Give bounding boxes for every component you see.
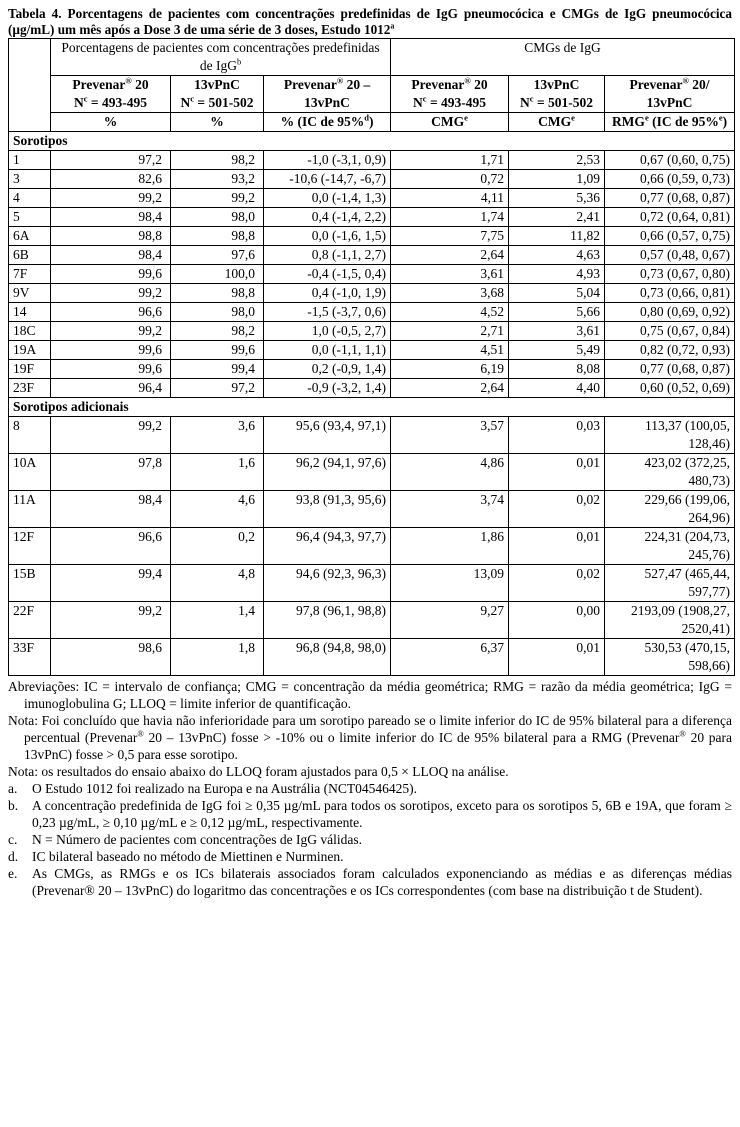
value-cell: 97,2 xyxy=(171,379,264,398)
serotype-cell: 33F xyxy=(9,639,51,676)
value-cell: 99,6 xyxy=(51,360,171,379)
section-row xyxy=(9,132,735,151)
nota1-a: Nota: Foi concluído que havia não inferioridade para um sorotipo pareado se o limite inferior do IC de 95% bilateral para a diferença percentual (Prevenar xyxy=(8,713,732,745)
table-row xyxy=(9,189,735,208)
unit-1: % xyxy=(51,113,171,132)
table-row xyxy=(9,379,735,398)
footnote-key: c. xyxy=(8,832,18,847)
abbreviations-note: Abreviações: IC = intervalo de confiança; CMG = concentração da média geométrica; RMG = razão da média geométrica; IgG = imunoglobulina G; LLOQ = limite inferior de quantificação. xyxy=(8,679,732,711)
header-empty-2 xyxy=(9,76,51,113)
serotype-cell: 15B xyxy=(9,565,51,602)
serotype-cell: 11A xyxy=(9,491,51,528)
c2-nval: = 501-502 xyxy=(194,95,254,110)
serotype-cell: 7F xyxy=(9,265,51,284)
serotype-cell: 4 xyxy=(9,189,51,208)
value-cell: 1,8 xyxy=(171,639,264,676)
c2-sup: c xyxy=(190,93,195,104)
value-cell: -0,4 (-1,5, 0,4) xyxy=(264,265,391,284)
value-cell: 98,4 xyxy=(51,246,171,265)
value-cell: 99,6 xyxy=(51,341,171,360)
footnote-key: a. xyxy=(8,781,18,796)
value-cell: 82,6 xyxy=(51,170,171,189)
serotype-cell: 1 xyxy=(9,151,51,170)
value-cell: 95,6 (93,4, 97,1) xyxy=(264,417,391,454)
u3-post: ) xyxy=(368,114,374,129)
footnote xyxy=(8,831,732,848)
table-row xyxy=(9,265,735,284)
value-cell: 0,67 (0,60, 0,75) xyxy=(605,151,735,170)
c6-reg: ® xyxy=(682,75,689,86)
value-cell: 96,6 xyxy=(51,303,171,322)
footnote-text: A concentração predefinida de IgG foi ≥ 0,35 µg/mL para todos os sorotipos, exceto para os sorotipos 5, 6B e 19A, que foram ≥ 0,23 µg/mL, ≥ 0,10 µg/mL e ≥ 0,12 µg/mL, respectivamente. xyxy=(32,798,732,830)
table-row xyxy=(9,360,735,379)
value-cell: 4,52 xyxy=(391,303,509,322)
serotype-cell: 19A xyxy=(9,341,51,360)
u3-pre: % (IC de 95% xyxy=(280,114,365,129)
unit-5 xyxy=(509,113,605,132)
table-body xyxy=(9,132,735,676)
c4-reg: ® xyxy=(464,75,471,86)
value-cell: 0,2 xyxy=(171,528,264,565)
c4-nval: = 493-495 xyxy=(426,95,487,110)
table-row xyxy=(9,322,735,341)
document-page xyxy=(6,0,734,899)
value-cell: 0,0 (-1,1, 1,1) xyxy=(264,341,391,360)
value-cell: 98,8 xyxy=(171,227,264,246)
unit-3 xyxy=(264,113,391,132)
value-cell: 0,73 (0,66, 0,81) xyxy=(605,284,735,303)
col-ratio xyxy=(605,76,735,113)
c6-after: 20/ 13vPnC xyxy=(646,77,710,110)
table-row xyxy=(9,417,735,454)
table-row xyxy=(9,151,735,170)
value-cell: 2,71 xyxy=(391,322,509,341)
group2-label: CMGs de IgG xyxy=(524,40,601,55)
section-label: Sorotipos xyxy=(9,132,735,151)
value-cell: 13,09 xyxy=(391,565,509,602)
serotype-cell: 8 xyxy=(9,417,51,454)
value-cell: 98,8 xyxy=(171,284,264,303)
value-cell: 11,82 xyxy=(509,227,605,246)
u4: CMG xyxy=(431,114,465,129)
c5-nval: = 501-502 xyxy=(533,95,594,110)
serotype-cell: 14 xyxy=(9,303,51,322)
value-cell: 99,6 xyxy=(171,341,264,360)
header-empty xyxy=(9,39,51,76)
value-cell: 8,08 xyxy=(509,360,605,379)
u6-sup: e xyxy=(644,112,649,123)
value-cell: 3,57 xyxy=(391,417,509,454)
value-cell: 6,19 xyxy=(391,360,509,379)
value-cell: 1,6 xyxy=(171,454,264,491)
table-row xyxy=(9,208,735,227)
footnote-key: d. xyxy=(8,849,19,864)
c1-n: N xyxy=(74,95,84,110)
value-cell: 0,02 xyxy=(509,491,605,528)
value-cell: 3,6 xyxy=(171,417,264,454)
table-row xyxy=(9,170,735,189)
value-cell: 99,2 xyxy=(171,189,264,208)
value-cell: 0,66 (0,59, 0,73) xyxy=(605,170,735,189)
nota1-c: 20 para 13vPnC) fosse > 0,5 para esse sorotipo. xyxy=(24,730,733,762)
u4-sup: e xyxy=(464,112,468,123)
value-cell: -0,9 (-3,2, 1,4) xyxy=(264,379,391,398)
value-cell: 2193,09 (1908,27, 2520,41) xyxy=(605,602,735,639)
value-cell: -1,5 (-3,7, 0,6) xyxy=(264,303,391,322)
value-cell: 4,93 xyxy=(509,265,605,284)
c5-sup: c xyxy=(529,93,534,104)
value-cell: 0,73 (0,67, 0,80) xyxy=(605,265,735,284)
value-cell: 229,66 (199,06, 264,96) xyxy=(605,491,735,528)
value-cell: -1,0 (-3,1, 0,9) xyxy=(264,151,391,170)
value-cell: 5,04 xyxy=(509,284,605,303)
value-cell: 0,72 xyxy=(391,170,509,189)
value-cell: 4,40 xyxy=(509,379,605,398)
c2-name: 13vPnC xyxy=(194,77,240,92)
value-cell: 527,47 (465,44, 597,77) xyxy=(605,565,735,602)
noninferiority-note xyxy=(8,712,732,763)
unit-6 xyxy=(605,113,735,132)
value-cell: 5,36 xyxy=(509,189,605,208)
value-cell: 0,01 xyxy=(509,454,605,491)
value-cell: 96,8 (94,8, 98,0) xyxy=(264,639,391,676)
value-cell: 0,00 xyxy=(509,602,605,639)
table-row xyxy=(9,303,735,322)
footnote-key: b. xyxy=(8,798,19,813)
section-label: Sorotipos adicionais xyxy=(9,398,735,417)
value-cell: 5,66 xyxy=(509,303,605,322)
value-cell: 98,4 xyxy=(51,208,171,227)
c4-sup: c xyxy=(422,93,427,104)
value-cell: 99,2 xyxy=(51,417,171,454)
value-cell: 3,61 xyxy=(391,265,509,284)
serotype-cell: 10A xyxy=(9,454,51,491)
value-cell: 99,4 xyxy=(171,360,264,379)
value-cell: 4,8 xyxy=(171,565,264,602)
group1-sup: b xyxy=(236,56,242,67)
u3-sup: d xyxy=(364,112,369,123)
value-cell: 98,0 xyxy=(171,208,264,227)
footnote xyxy=(8,848,732,865)
value-cell: 99,4 xyxy=(51,565,171,602)
c1-name: Prevenar xyxy=(72,77,126,92)
footnote-text: N = Número de pacientes com concentrações de IgG válidas. xyxy=(32,832,362,847)
c3-name: Prevenar xyxy=(283,77,337,92)
table-row xyxy=(9,528,735,565)
c1-reg: ® xyxy=(125,75,132,86)
value-cell: 3,61 xyxy=(509,322,605,341)
value-cell: 0,02 xyxy=(509,565,605,602)
u6-pre: RMG xyxy=(611,114,645,129)
value-cell: 0,01 xyxy=(509,528,605,565)
col-difference xyxy=(264,76,391,113)
serotype-cell: 23F xyxy=(9,379,51,398)
value-cell: 96,4 (94,3, 97,7) xyxy=(264,528,391,565)
value-cell: 96,6 xyxy=(51,528,171,565)
value-cell: 2,41 xyxy=(509,208,605,227)
value-cell: 98,6 xyxy=(51,639,171,676)
value-cell: 98,8 xyxy=(51,227,171,246)
value-cell: 4,11 xyxy=(391,189,509,208)
value-cell: 97,8 xyxy=(51,454,171,491)
serotype-cell: 5 xyxy=(9,208,51,227)
value-cell: 0,77 (0,68, 0,87) xyxy=(605,360,735,379)
value-cell: 99,2 xyxy=(51,284,171,303)
table-row xyxy=(9,341,735,360)
table-row xyxy=(9,284,735,303)
col-13vpnc-cmg xyxy=(509,76,605,113)
serotype-cell: 22F xyxy=(9,602,51,639)
footnote-text: As CMGs, as RMGs e os ICs bilaterais associados foram calculados exponenciando as médias e as diferenças médias (Prevenar® 20 – 13vPnC) do logaritmo das concentrações e os ICs correspondentes (com base na distribuição t de Student). xyxy=(32,866,732,898)
value-cell: 1,74 xyxy=(391,208,509,227)
value-cell: 4,63 xyxy=(509,246,605,265)
u5-sup: e xyxy=(571,112,575,123)
table-row xyxy=(9,491,735,528)
table-row xyxy=(9,454,735,491)
table-title xyxy=(8,6,732,38)
serotype-cell: 18C xyxy=(9,322,51,341)
serotype-cell: 6B xyxy=(9,246,51,265)
unit-2: % xyxy=(171,113,264,132)
value-cell: 0,0 (-1,4, 1,3) xyxy=(264,189,391,208)
footnote-text: O Estudo 1012 foi realizado na Europa e na Austrália (NCT04546425). xyxy=(32,781,418,796)
value-cell: 100,0 xyxy=(171,265,264,284)
value-cell: 0,2 (-0,9, 1,4) xyxy=(264,360,391,379)
value-cell: 0,8 (-1,1, 2,7) xyxy=(264,246,391,265)
header-row-groups xyxy=(9,39,735,76)
footnote-text: IC bilateral baseado no método de Miettinen e Nurminen. xyxy=(32,849,344,864)
value-cell: 0,66 (0,57, 0,75) xyxy=(605,227,735,246)
c4-name: Prevenar xyxy=(411,77,465,92)
nota1-reg2: ® xyxy=(679,728,686,739)
value-cell: 0,72 (0,64, 0,81) xyxy=(605,208,735,227)
value-cell: 1,86 xyxy=(391,528,509,565)
value-cell: 224,31 (204,73, 245,76) xyxy=(605,528,735,565)
value-cell: 0,80 (0,69, 0,92) xyxy=(605,303,735,322)
table-row xyxy=(9,565,735,602)
value-cell: 0,60 (0,52, 0,69) xyxy=(605,379,735,398)
table-row xyxy=(9,227,735,246)
u6-mid: (IC de 95% xyxy=(648,114,719,129)
c1-nval: = 493-495 xyxy=(87,95,147,110)
value-cell: 1,09 xyxy=(509,170,605,189)
value-cell: 4,51 xyxy=(391,341,509,360)
value-cell: -10,6 (-14,7, -6,7) xyxy=(264,170,391,189)
lloq-note: Nota: os resultados do ensaio abaixo do LLOQ foram ajustados para 0,5 × LLOQ na análise. xyxy=(8,764,509,779)
value-cell: 0,0 (-1,6, 1,5) xyxy=(264,227,391,246)
value-cell: 2,64 xyxy=(391,246,509,265)
value-cell: 97,8 (96,1, 98,8) xyxy=(264,602,391,639)
c4-n: N xyxy=(413,95,423,110)
value-cell: 5,49 xyxy=(509,341,605,360)
value-cell: 0,4 (-1,0, 1,9) xyxy=(264,284,391,303)
footnote xyxy=(8,780,732,797)
value-cell: 94,6 (92,3, 96,3) xyxy=(264,565,391,602)
c3-reg: ® xyxy=(336,75,344,86)
u5: CMG xyxy=(538,114,572,129)
table-row xyxy=(9,639,735,676)
value-cell: 0,03 xyxy=(509,417,605,454)
value-cell: 1,71 xyxy=(391,151,509,170)
c5-n: N xyxy=(520,95,530,110)
footnote xyxy=(8,797,732,831)
value-cell: 99,2 xyxy=(51,189,171,208)
header-group-cmg xyxy=(391,39,735,76)
value-cell: 0,57 (0,48, 0,67) xyxy=(605,246,735,265)
header-empty-3 xyxy=(9,113,51,132)
value-cell: 96,4 xyxy=(51,379,171,398)
value-cell: 0,77 (0,68, 0,87) xyxy=(605,189,735,208)
header-group-percentages xyxy=(51,39,391,76)
value-cell: 2,64 xyxy=(391,379,509,398)
value-cell: 98,0 xyxy=(171,303,264,322)
value-cell: 4,6 xyxy=(171,491,264,528)
value-cell: 9,27 xyxy=(391,602,509,639)
c2-n: N xyxy=(180,95,191,110)
value-cell: 6,37 xyxy=(391,639,509,676)
u6-sup2: e xyxy=(718,112,723,123)
value-cell: 423,02 (372,25, 480,73) xyxy=(605,454,735,491)
group1-label: Porcentagens de pacientes com concentrações predefinidas de IgG xyxy=(61,40,380,73)
results-table xyxy=(8,38,735,676)
c4-after: 20 xyxy=(470,77,488,92)
value-cell: 99,2 xyxy=(51,322,171,341)
value-cell: 3,68 xyxy=(391,284,509,303)
notes xyxy=(8,678,732,899)
value-cell: 98,2 xyxy=(171,151,264,170)
footnote-key: e. xyxy=(8,866,18,881)
serotype-cell: 6A xyxy=(9,227,51,246)
section-row xyxy=(9,398,735,417)
unit-4 xyxy=(391,113,509,132)
value-cell: 98,2 xyxy=(171,322,264,341)
table-title-text: Tabela 4. Porcentagens de pacientes com concentrações predefinidas de IgG pneumocócica e CMGs de IgG pneumocócica (µg/mL) um mês após a Dose 3 de uma série de 3 doses, Estudo 1012 xyxy=(8,6,732,37)
value-cell: 0,4 (-1,4, 2,2) xyxy=(264,208,391,227)
u6-post: ) xyxy=(722,114,728,129)
value-cell: 96,2 (94,1, 97,6) xyxy=(264,454,391,491)
table-row xyxy=(9,602,735,639)
value-cell: 2,53 xyxy=(509,151,605,170)
value-cell: 3,74 xyxy=(391,491,509,528)
serotype-cell: 19F xyxy=(9,360,51,379)
c6-name: Prevenar xyxy=(629,77,683,92)
col-13vpnc-pct xyxy=(171,76,264,113)
value-cell: 530,53 (470,15, 598,66) xyxy=(605,639,735,676)
value-cell: 97,6 xyxy=(171,246,264,265)
c1-sup: c xyxy=(83,93,88,104)
table-row xyxy=(9,246,735,265)
value-cell: 1,0 (-0,5, 2,7) xyxy=(264,322,391,341)
value-cell: 97,2 xyxy=(51,151,171,170)
serotype-cell: 9V xyxy=(9,284,51,303)
value-cell: 93,2 xyxy=(171,170,264,189)
nota1-b: 20 – 13vPnC) fosse > -10% ou o limite inferior do IC de 95% bilateral para a RMG (Prevenar xyxy=(143,730,680,745)
header-row-units xyxy=(9,113,735,132)
value-cell: 99,2 xyxy=(51,602,171,639)
value-cell: 0,75 (0,67, 0,84) xyxy=(605,322,735,341)
col-prevenar20-pct xyxy=(51,76,171,113)
col-prevenar20-cmg xyxy=(391,76,509,113)
nota1-reg1: ® xyxy=(137,728,144,739)
title-footnote-marker: a xyxy=(390,21,395,31)
value-cell: 4,86 xyxy=(391,454,509,491)
value-cell: 99,6 xyxy=(51,265,171,284)
value-cell: 7,75 xyxy=(391,227,509,246)
footnotes xyxy=(8,780,732,899)
header-row-columns xyxy=(9,76,735,113)
c3-after: 20 – 13vPnC xyxy=(304,77,371,110)
serotype-cell: 12F xyxy=(9,528,51,565)
value-cell: 0,82 (0,72, 0,93) xyxy=(605,341,735,360)
value-cell: 113,37 (100,05, 128,46) xyxy=(605,417,735,454)
serotype-cell: 3 xyxy=(9,170,51,189)
value-cell: 98,4 xyxy=(51,491,171,528)
value-cell: 0,01 xyxy=(509,639,605,676)
value-cell: 93,8 (91,3, 95,6) xyxy=(264,491,391,528)
footnote xyxy=(8,865,732,899)
c5-name: 13vPnC xyxy=(533,77,580,92)
c1-after: 20 xyxy=(131,77,149,92)
value-cell: 1,4 xyxy=(171,602,264,639)
